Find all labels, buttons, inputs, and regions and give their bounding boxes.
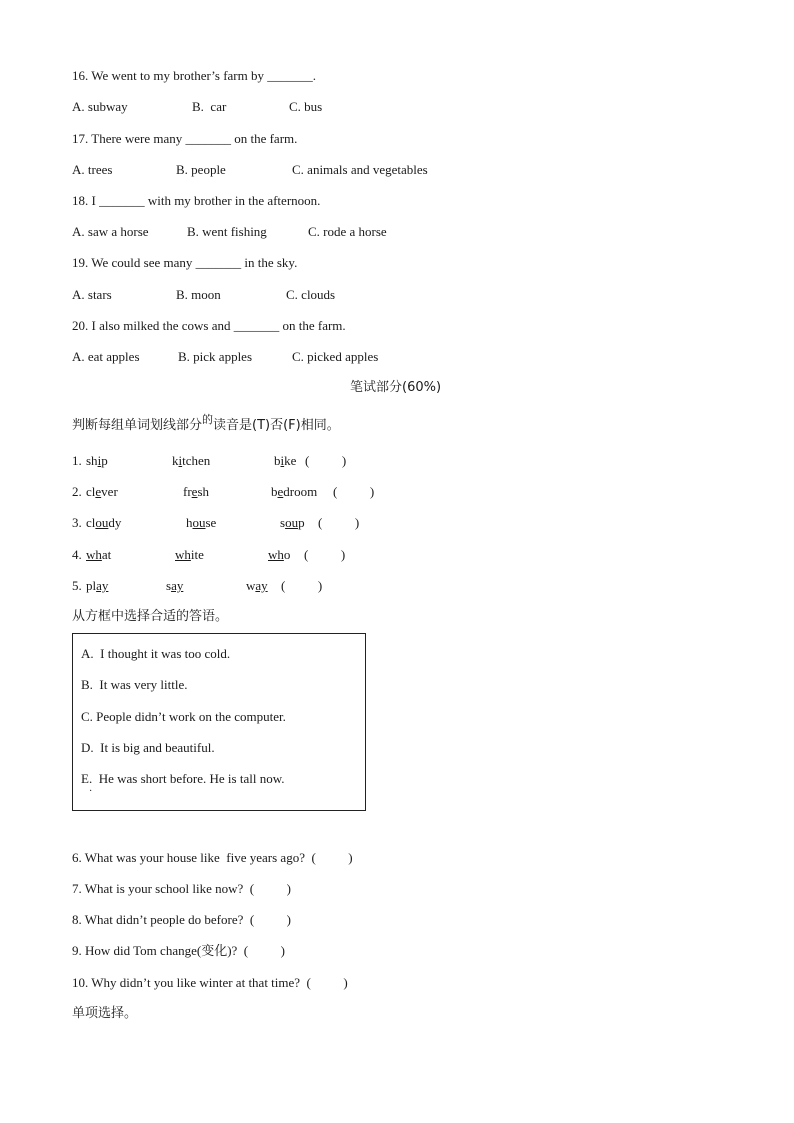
box-question-9: 9. How did Tom change(变化)? ( ) <box>72 943 285 958</box>
choose-instruction: 从方框中选择合适的答语。 <box>72 609 229 624</box>
phonics-row-1-num: 1. <box>72 453 85 468</box>
phonics-instruction-sup: 的 <box>202 413 214 426</box>
box-question-8: 8. What didn’t people do before? ( ) <box>72 912 292 927</box>
phonics-row-1-word-3: bike <box>274 453 297 468</box>
q18-option-a: A. saw a horse <box>72 224 149 239</box>
phonics-instruction-a: 判断每组单词划线部分 <box>72 418 203 433</box>
q20-stem: 20. I also milked the cows and _______ on the farm. <box>72 318 346 333</box>
phonics-row-2-word-1: clever <box>86 484 118 499</box>
q16-option-c: C. bus <box>289 99 323 114</box>
phonics-row-5-word-2: say <box>166 578 184 593</box>
section-heading: 笔试部分(60%) <box>350 380 442 395</box>
phonics-row-5-num: 5. <box>72 578 85 593</box>
single-choice-heading: 单项选择。 <box>72 1006 138 1021</box>
phonics-row-5-answer[interactable]: ( ) <box>281 578 323 593</box>
phonics-row-4-answer[interactable]: ( ) <box>304 547 346 562</box>
box-question-6: 6. What was your house like five years ago? ( ) <box>72 850 353 865</box>
answer-option-b: B. It was very little. <box>81 677 188 692</box>
phonics-row-2-word-3: bedroom <box>271 484 318 499</box>
q18-option-b: B. went fishing <box>187 224 267 239</box>
phonics-row-2-num: 2. <box>72 484 85 499</box>
phonics-row-1-word-2: kitchen <box>172 453 211 468</box>
phonics-row-1-answer[interactable]: ( ) <box>305 453 347 468</box>
phonics-row-1-word-1: ship <box>86 453 108 468</box>
q20-option-b: B. pick apples <box>178 349 253 364</box>
q20-option-a: A. eat apples <box>72 349 140 364</box>
q16-option-a: A. subway <box>72 99 128 114</box>
phonics-row-2-answer[interactable]: ( ) <box>333 484 375 499</box>
phonics-row-5-word-3: way <box>246 578 268 593</box>
answer-option-c: C. People didn’t work on the computer. <box>81 709 286 724</box>
q19-option-b: B. moon <box>176 287 221 302</box>
q17-option-a: A. trees <box>72 162 113 177</box>
answer-option-e: E. He was short before. He is tall now. <box>81 771 285 786</box>
q19-option-a: A. stars <box>72 287 112 302</box>
q19-option-c: C. clouds <box>286 287 336 302</box>
phonics-row-2-word-2: fresh <box>183 484 210 499</box>
q19-stem: 19. We could see many _______ in the sky. <box>72 255 298 270</box>
q18-stem: 18. I _______ with my brother in the afternoon. <box>72 193 321 208</box>
q16-option-b: B. car <box>192 99 227 114</box>
phonics-row-3-word-2: house <box>186 515 217 530</box>
q20-option-c: C. picked apples <box>292 349 379 364</box>
phonics-row-3-word-1: cloudy <box>86 515 122 530</box>
q17-option-b: B. people <box>176 162 226 177</box>
q18-option-c: C. rode a horse <box>308 224 387 239</box>
answer-option-d: D. It is big and beautiful. <box>81 740 215 755</box>
phonics-row-4-num: 4. <box>72 547 85 562</box>
answer-option-a: A. I thought it was too cold. <box>81 646 231 661</box>
phonics-row-3-answer[interactable]: ( ) <box>318 515 360 530</box>
q17-option-c: C. animals and vegetables <box>292 162 428 177</box>
phonics-row-4-word-2: white <box>175 547 204 562</box>
phonics-row-3-word-3: soup <box>280 515 305 530</box>
phonics-row-4-word-3: who <box>268 547 291 562</box>
q16-stem: 16. We went to my brother’s farm by _______. <box>72 68 316 83</box>
phonics-row-3-num: 3. <box>72 515 85 530</box>
phonics-instruction <box>72 413 340 434</box>
stray-dot-mark: · <box>89 786 93 797</box>
box-question-7: 7. What is your school like now? ( ) <box>72 881 291 896</box>
q17-stem: 17. There were many _______ on the farm. <box>72 131 298 146</box>
phonics-instruction-b: 读音是(T)否(F)相同。 <box>213 418 340 433</box>
phonics-row-5-word-1: play <box>86 578 109 593</box>
phonics-row-4-word-1: what <box>86 547 112 562</box>
box-question-10: 10. Why didn’t you like winter at that time? ( ) <box>72 975 348 990</box>
